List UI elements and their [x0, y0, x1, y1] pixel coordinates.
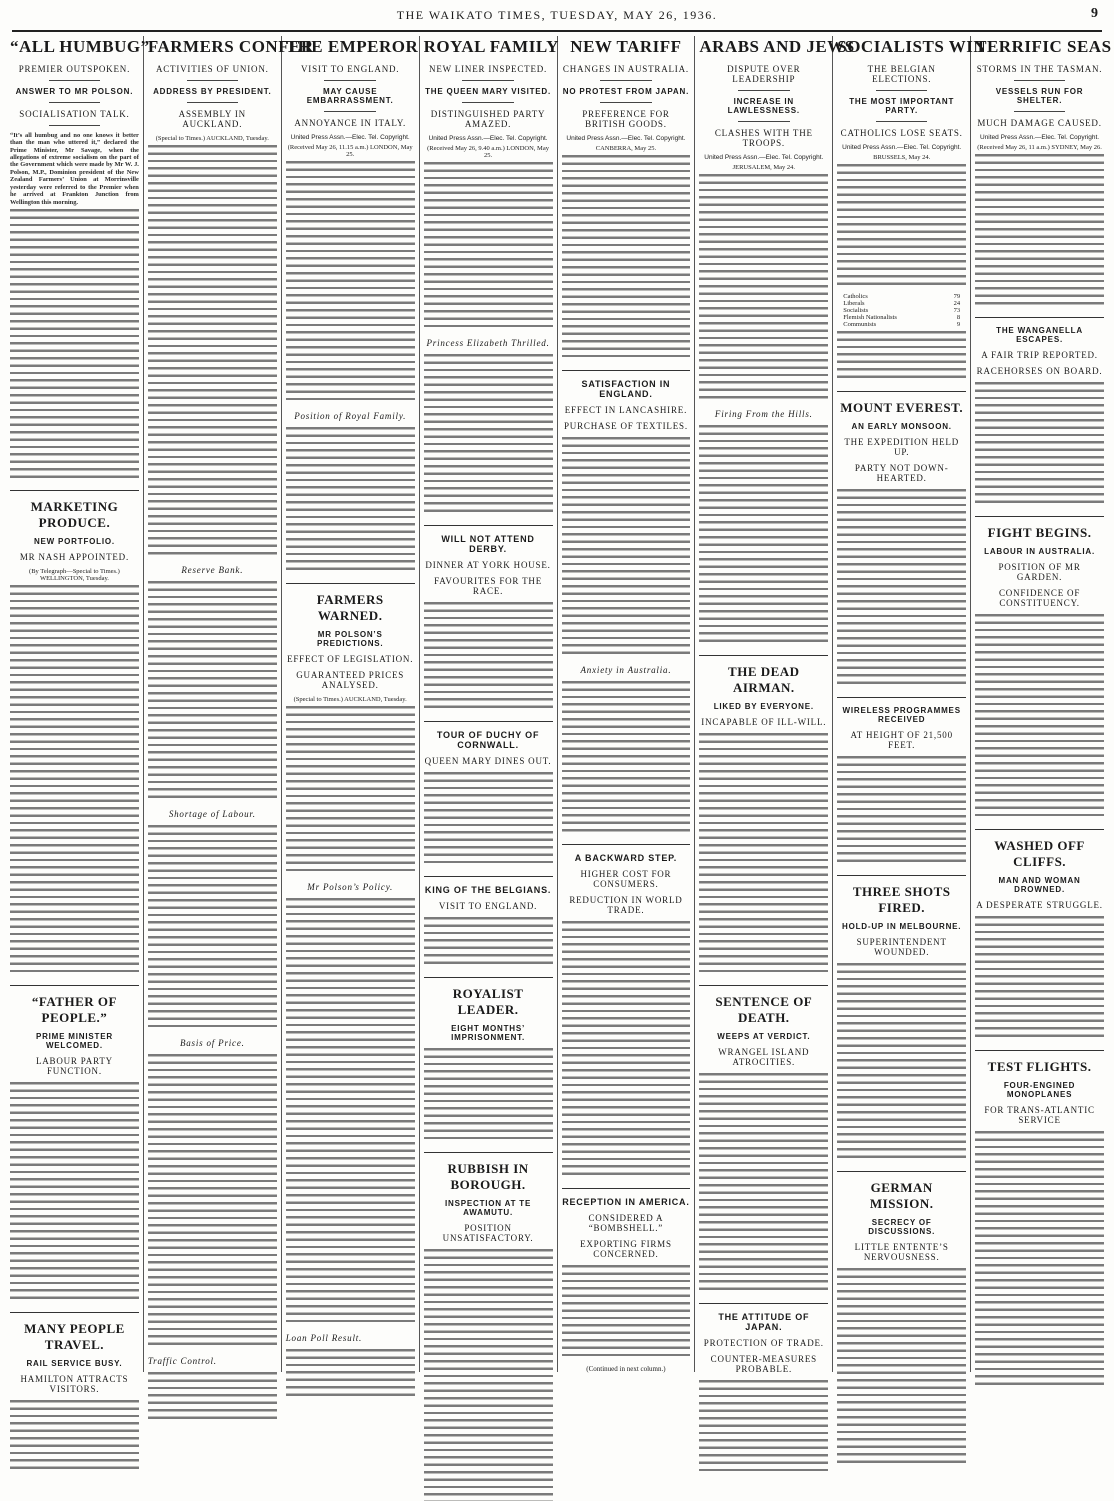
divider [699, 1303, 828, 1304]
section-headline: FIGHT BEGINS. [987, 524, 1092, 540]
dateline: (Received May 26, 11.15 a.m.) LONDON, May 25. [287, 143, 413, 158]
subheading: DISPUTE OVER LEADERSHIP [727, 63, 801, 84]
party-seats: 24 [953, 299, 961, 307]
divider [462, 80, 514, 81]
section-headline: RUBBISH IN BOROUGH. [447, 1160, 529, 1192]
divider [699, 655, 828, 656]
section-headline: FARMERS WARNED. [316, 591, 384, 623]
subheading: THE BELGIAN ELECTIONS. [867, 63, 936, 84]
subheading: HIGHER COST FOR CONSUMERS. [580, 868, 672, 889]
divider [424, 977, 553, 978]
subheading: VESSELS RUN FOR SHELTER. [995, 86, 1084, 105]
section-headline: WIRELESS PROGRAMMES RECEIVED [842, 705, 961, 724]
section-headline: A BACKWARD STEP. [574, 852, 678, 863]
article-text [975, 1131, 1104, 1390]
page-number: 9 [1091, 6, 1098, 21]
section-headline: WASHED OFF CLIFFS. [994, 837, 1085, 869]
section-headline: THE DEAD AIRMAN. [728, 663, 800, 695]
subheading: PROTECTION OF TRADE. [703, 1337, 824, 1348]
section-headline: ROYALIST LEADER. [452, 985, 524, 1017]
subheading: CHANGES IN AUSTRALIA. [562, 63, 689, 74]
article-text [424, 1048, 553, 1144]
subheading: SECRECY OF DISCUSSIONS. [868, 1217, 936, 1236]
divider [876, 121, 928, 122]
section-headline: THREE SHOTS FIRED. [852, 883, 951, 915]
divider [562, 370, 691, 371]
article-text [424, 162, 553, 332]
subheading: MR NASH APPOINTED. [19, 551, 130, 562]
section-headline: WILL NOT ATTEND DERBY. [441, 533, 535, 554]
subheading: ACTIVITIES OF UNION. [155, 63, 269, 74]
subheading: HAMILTON ATTRACTS VISITORS. [20, 1373, 129, 1394]
divider [1014, 80, 1066, 81]
subheading: COUNTER-MEASURES PROBABLE. [710, 1353, 817, 1374]
dateline: (Special to Times.) AUCKLAND, Tuesday. [293, 695, 407, 703]
article-text [699, 1380, 828, 1476]
subheading: SUPERINTENDENT WOUNDED. [856, 936, 947, 957]
subheading: PREMIER OUTSPOKEN. [18, 63, 131, 74]
party-row [843, 321, 960, 328]
headline: “ALL HUMBUG” [10, 37, 150, 56]
section-headline: THE WANGANELLA ESCAPES. [996, 325, 1083, 344]
subheading: Anxiety in Australia. [580, 664, 672, 675]
article-text [975, 614, 1104, 821]
article-text [424, 772, 553, 868]
section-headline: MARKETING PRODUCE. [30, 498, 119, 530]
article-text [424, 1249, 553, 1501]
subheading: EXPORTING FIRMS CONCERNED. [580, 1238, 672, 1259]
subheading: INCAPABLE OF ILL-WILL. [701, 716, 827, 727]
divider [837, 875, 966, 876]
party-name: Liberals [843, 299, 865, 307]
article-text [562, 681, 691, 836]
divider [600, 102, 652, 103]
article-text [424, 917, 553, 969]
article-text [286, 706, 415, 876]
party-seats: 9 [956, 320, 961, 328]
subheading: CONFIDENCE OF CONSTITUENCY. [998, 587, 1081, 608]
article-text [562, 1265, 691, 1361]
subheading: LITTLE ENTENTE’S NERVOUSNESS. [854, 1241, 949, 1262]
subheading: PURCHASE OF TEXTILES. [563, 420, 688, 431]
article-text [10, 585, 139, 977]
headline: ARABS AND JEWS [699, 37, 855, 56]
wire-credit: United Press Assn.—Elec. Tel. Copyright. [704, 153, 824, 161]
subheading: A FAIR TRIP REPORTED. [981, 349, 1098, 360]
article-text [10, 1400, 139, 1474]
divider [1014, 111, 1066, 112]
subheading: RACEHORSES ON BOARD. [976, 365, 1103, 376]
article-text [148, 145, 277, 559]
subheading: CONSIDERED A “BOMBSHELL.” [588, 1212, 664, 1233]
headline: NEW TARIFF [570, 37, 682, 56]
subheading: POSITION UNSATISFACTORY. [442, 1222, 534, 1243]
party-name: Socialists [843, 306, 869, 314]
article-text [424, 354, 553, 517]
article-text [975, 154, 1104, 309]
article-text [975, 382, 1104, 508]
subheading: ASSEMBLY IN AUCKLAND. [178, 108, 246, 129]
subheading: MR POLSON’S PREDICTIONS. [316, 629, 384, 648]
article-text [837, 1268, 966, 1468]
continued-note: (Continued in next column.) [586, 1364, 666, 1373]
subheading: NEW PORTFOLIO. [33, 536, 115, 546]
divider [424, 1152, 553, 1153]
divider [462, 102, 514, 103]
subheading: DINNER AT YORK HOUSE. [425, 559, 551, 570]
subheading: LABOUR PARTY FUNCTION. [35, 1055, 113, 1076]
subheading: Loan Poll Result. [285, 1332, 363, 1343]
divider [187, 102, 239, 103]
subheading: CLASHES WITH THE TROOPS. [714, 127, 813, 148]
section-headline: “FATHER OF PEOPLE.” [31, 993, 117, 1025]
subheading: PRIME MINISTER WELCOMED. [35, 1031, 113, 1050]
party-name: Catholics [843, 292, 868, 300]
column-farmers-confer [144, 36, 314, 1372]
subheading: Reserve Bank. [181, 564, 244, 575]
subheading: HOLD-UP IN MELBOURNE. [842, 921, 962, 931]
article-text [286, 427, 415, 575]
subheading: MAN AND WOMAN DROWNED. [998, 875, 1081, 894]
article-text [699, 733, 828, 977]
divider [837, 697, 966, 698]
subheading: INSPECTION AT TE AWAMUTU. [444, 1198, 532, 1217]
subheading: EIGHT MONTHS’ IMPRISONMENT. [451, 1023, 526, 1042]
headline: ROYAL FAMILY [423, 37, 559, 56]
article-text [975, 916, 1104, 1042]
subheading: CATHOLICS LOSE SEATS. [840, 127, 963, 138]
subheading: VISIT TO ENGLAND. [438, 900, 538, 911]
party-row [843, 307, 960, 314]
subheading: PARTY NOT DOWN-HEARTED. [854, 462, 949, 483]
article-text [148, 1372, 277, 1424]
party-row [843, 314, 960, 321]
subheading: NEW LINER INSPECTED. [429, 63, 548, 74]
article-text [10, 1082, 139, 1304]
divider [837, 391, 966, 392]
subheading: FAVOURITES FOR THE RACE. [434, 575, 543, 596]
newspaper-title: THE WAIKATO TIMES, TUESDAY, MAY 26, 1936. [396, 8, 718, 22]
dateline: (Received May 26, 11 a.m.) SYDNEY, May 26. [977, 143, 1102, 151]
divider [699, 985, 828, 986]
masthead [12, 0, 1102, 32]
subheading: THE QUEEN MARY VISITED. [425, 86, 552, 96]
column-royal-family [420, 36, 558, 1372]
party-seats-table [843, 293, 960, 328]
wire-credit: United Press Assn.—Elec. Tel. Copyright. [566, 134, 686, 142]
subheading: ANNOYANCE IN ITALY. [294, 117, 407, 128]
article-text [837, 963, 966, 1163]
article-text [699, 425, 828, 647]
article-text [424, 602, 553, 713]
subheading: THE MOST IMPORTANT PARTY. [849, 96, 955, 115]
article-text [837, 331, 966, 383]
subheading: VISIT TO ENGLAND. [301, 63, 400, 74]
subheading: LABOUR IN AUSTRALIA. [984, 546, 1095, 556]
divider [10, 490, 139, 491]
article-text [286, 1349, 415, 1401]
divider [975, 317, 1104, 318]
subheading: INCREASE IN LAWLESSNESS. [727, 96, 800, 115]
dateline: BRUSSELS, May 24. [873, 153, 931, 161]
subheading: MUCH DAMAGE CAUSED. [977, 117, 1102, 128]
column-socialists-win [833, 36, 987, 1372]
wire-credit: United Press Assn.—Elec. Tel. Copyright. [290, 133, 410, 141]
section-headline: KING OF THE BELGIANS. [424, 884, 552, 895]
subheading: PREFERENCE FOR BRITISH GOODS. [582, 108, 670, 129]
headline: FARMERS CONFER [147, 37, 314, 56]
divider [562, 1188, 691, 1189]
dateline: CANBERRA, May 25. [595, 144, 657, 152]
subheading: NO PROTEST FROM JAPAN. [562, 86, 690, 96]
section-headline: THE ATTITUDE OF JAPAN. [718, 1311, 810, 1332]
headline: SOCIALISTS WIN [837, 37, 987, 56]
subheading: WEEPS AT VERDICT. [717, 1031, 811, 1041]
section-headline: MANY PEOPLE TRAVEL. [24, 1320, 125, 1352]
divider [10, 1312, 139, 1313]
section-headline: TOUR OF DUCHY OF CORNWALL. [436, 729, 540, 750]
subheading: Mr Polson’s Policy. [307, 881, 394, 892]
divider [975, 1050, 1104, 1051]
subheading: Traffic Control. [147, 1355, 217, 1366]
section-headline: MOUNT EVEREST. [840, 399, 964, 415]
divider [738, 90, 790, 91]
divider [975, 516, 1104, 517]
wire-credit: United Press Assn.—Elec. Tel. Copyright. [842, 143, 962, 151]
article-text [148, 1054, 277, 1350]
party-seats: 79 [953, 292, 961, 300]
section-headline: RECEPTION IN AMERICA. [562, 1196, 690, 1207]
subheading: Basis of Price. [179, 1037, 245, 1048]
article-text [10, 209, 139, 482]
subheading: RAIL SERVICE BUSY. [26, 1358, 123, 1368]
subheading: QUEEN MARY DINES OUT. [424, 755, 552, 766]
section-headline: SATISFACTION IN ENGLAND. [581, 378, 671, 399]
divider [975, 829, 1104, 830]
subheading: FOUR-ENGINED MONOPLANES [1003, 1080, 1076, 1099]
article-text [699, 1073, 828, 1295]
divider [600, 80, 652, 81]
section-headline: TEST FLIGHTS. [987, 1058, 1092, 1074]
section-headline: SENTENCE OF DEATH. [715, 993, 813, 1025]
article-text [286, 161, 415, 405]
article-text [148, 825, 277, 1032]
divider [837, 1171, 966, 1172]
article-text [699, 174, 828, 403]
column-new-tariff [558, 36, 696, 1372]
divider [324, 80, 376, 81]
divider [424, 525, 553, 526]
lead-paragraph: “It’s all humbug and no one knows it better than the man who uttered it,” declared the Prime Minister, Mr Savage, when the allegations of extreme socialism on the part of the Government which were made by Mr W. J. Polson, M.P., Dominion president of the New Zealand Farmers’ Union at Morrinsville yesterday were referred to the Premier when he arrived at Frankton Junction from Wellington this morning. [10, 131, 139, 206]
article-text [286, 898, 415, 1327]
subheading: A DESPERATE STRUGGLE. [976, 899, 1103, 910]
divider [738, 121, 790, 122]
article-text [562, 155, 691, 362]
headline: TERRIFIC SEAS [975, 37, 1112, 56]
subheading: THE EXPEDITION HELD UP. [844, 436, 960, 457]
column-the-emperor [282, 36, 420, 1372]
subheading: MAY CAUSE EMBARRASSMENT. [306, 86, 394, 105]
wire-credit: United Press Assn.—Elec. Tel. Copyright. [428, 134, 548, 142]
column-all-humbug [6, 36, 150, 1394]
divider [424, 876, 553, 877]
wire-credit: United Press Assn.—Elec. Tel. Copyright. [980, 133, 1100, 141]
subheading: AN EARLY MONSOON. [851, 421, 952, 431]
article-text [562, 921, 691, 1180]
subheading: GUARANTEED PRICES ANALYSED. [296, 669, 405, 690]
subheading: SOCIALISATION TALK. [19, 108, 130, 119]
subheading: LIKED BY EVERYONE. [713, 701, 814, 711]
divider [49, 102, 101, 103]
article-text [837, 164, 966, 290]
subheading: POSITION OF MR GARDEN. [998, 561, 1081, 582]
divider [562, 844, 691, 845]
subheading: ADDRESS BY PRESIDENT. [153, 86, 272, 96]
subheading: AT HEIGHT OF 21,500 FEET. [850, 729, 953, 750]
subheading: EFFECT IN LANCASHIRE. [564, 404, 688, 415]
party-name: Flemish Nationalists [843, 313, 897, 321]
article-text [837, 756, 966, 867]
column-terrific-seas [971, 36, 1112, 1372]
divider [10, 985, 139, 986]
subheading: Position of Royal Family. [294, 410, 407, 421]
subheading: Firing From the Hills. [714, 408, 813, 419]
article-text [148, 581, 277, 803]
subheading: EFFECT OF LEGISLATION. [287, 653, 414, 664]
divider [286, 583, 415, 584]
party-seats: 8 [956, 313, 961, 321]
dateline: (Received May 26, 9.40 a.m.) LONDON, May 25. [427, 144, 549, 159]
dateline: (Special to Times.) AUCKLAND, Tuesday. [155, 134, 269, 142]
article-columns [6, 36, 1112, 1394]
subheading: WRANGEL ISLAND ATROCITIES. [718, 1046, 810, 1067]
headline: THE EMPEROR [285, 37, 419, 56]
section-headline: GERMAN MISSION. [869, 1179, 934, 1211]
dateline: (By Telegraph—Special to Times.) WELLINGTON, Tuesday. [29, 567, 120, 582]
subheading: DISTINGUISHED PARTY AMAZED. [430, 108, 546, 129]
subheading: Shortage of Labour. [168, 808, 256, 819]
party-name: Communists [843, 320, 877, 328]
subheading: FOR TRANS-ATLANTIC SERVICE [984, 1104, 1095, 1125]
divider [187, 80, 239, 81]
divider [424, 721, 553, 722]
subheading: REDUCTION IN WORLD TRADE. [569, 894, 683, 915]
divider [49, 125, 101, 126]
divider [876, 90, 928, 91]
divider [324, 111, 376, 112]
party-row [843, 300, 960, 307]
subheading: STORMS IN THE TASMAN. [976, 63, 1103, 74]
article-text [562, 437, 691, 659]
subheading: ANSWER TO MR POLSON. [15, 86, 134, 96]
dateline: JERUSALEM, May 24. [732, 163, 796, 171]
party-row [843, 293, 960, 300]
party-seats: 73 [953, 306, 961, 314]
article-text [837, 489, 966, 689]
divider [49, 80, 101, 81]
subheading: Princess Elizabeth Thrilled. [426, 337, 550, 348]
